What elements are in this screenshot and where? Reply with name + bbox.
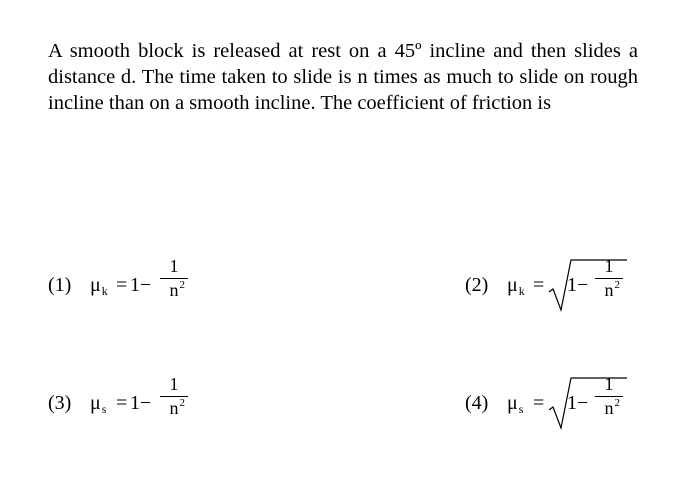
option-3[interactable] bbox=[48, 374, 248, 440]
mu-symbol: $\mu_s$ bbox=[507, 392, 524, 416]
fraction-numerator: 1 bbox=[169, 374, 179, 394]
option-2[interactable] bbox=[465, 256, 665, 322]
fraction bbox=[160, 374, 188, 417]
fraction bbox=[160, 256, 188, 299]
equals-sign: = bbox=[533, 392, 545, 414]
one-minus: 1− bbox=[130, 274, 152, 296]
fraction-numerator: 1 bbox=[604, 374, 614, 394]
option-number: (3) bbox=[48, 392, 72, 414]
question-text: A smooth block is released at rest on a 45º incline and then slides a distance d. The time taken to slide is n times as much to slide on rough incline than on a smooth incline. The coefficient of friction is bbox=[48, 40, 638, 114]
fraction-denominator: n 2 bbox=[169, 397, 185, 419]
mu-symbol: $\mu_k$ bbox=[90, 274, 108, 298]
fraction-denominator: n 2 bbox=[604, 397, 620, 419]
fraction bbox=[595, 256, 623, 299]
one-minus: 1− bbox=[567, 392, 589, 414]
fraction-numerator: 1 bbox=[604, 256, 614, 276]
mu-symbol: $\mu_k$ bbox=[507, 274, 525, 298]
option-number: (1) bbox=[48, 274, 72, 296]
fraction bbox=[595, 374, 623, 417]
option-number: (2) bbox=[465, 274, 489, 296]
fraction-numerator: 1 bbox=[169, 256, 179, 276]
fraction-denominator: n 2 bbox=[604, 279, 620, 301]
one-minus: 1− bbox=[130, 392, 152, 414]
equals-sign: = bbox=[116, 392, 128, 414]
option-4[interactable] bbox=[465, 374, 665, 440]
equals-sign: = bbox=[533, 274, 545, 296]
option-number: (4) bbox=[465, 392, 489, 414]
option-1[interactable] bbox=[48, 256, 248, 322]
one-minus: 1− bbox=[567, 274, 589, 296]
equals-sign: = bbox=[116, 274, 128, 296]
mu-symbol: $\mu_s$ bbox=[90, 392, 107, 416]
fraction-denominator: n 2 bbox=[169, 279, 185, 301]
